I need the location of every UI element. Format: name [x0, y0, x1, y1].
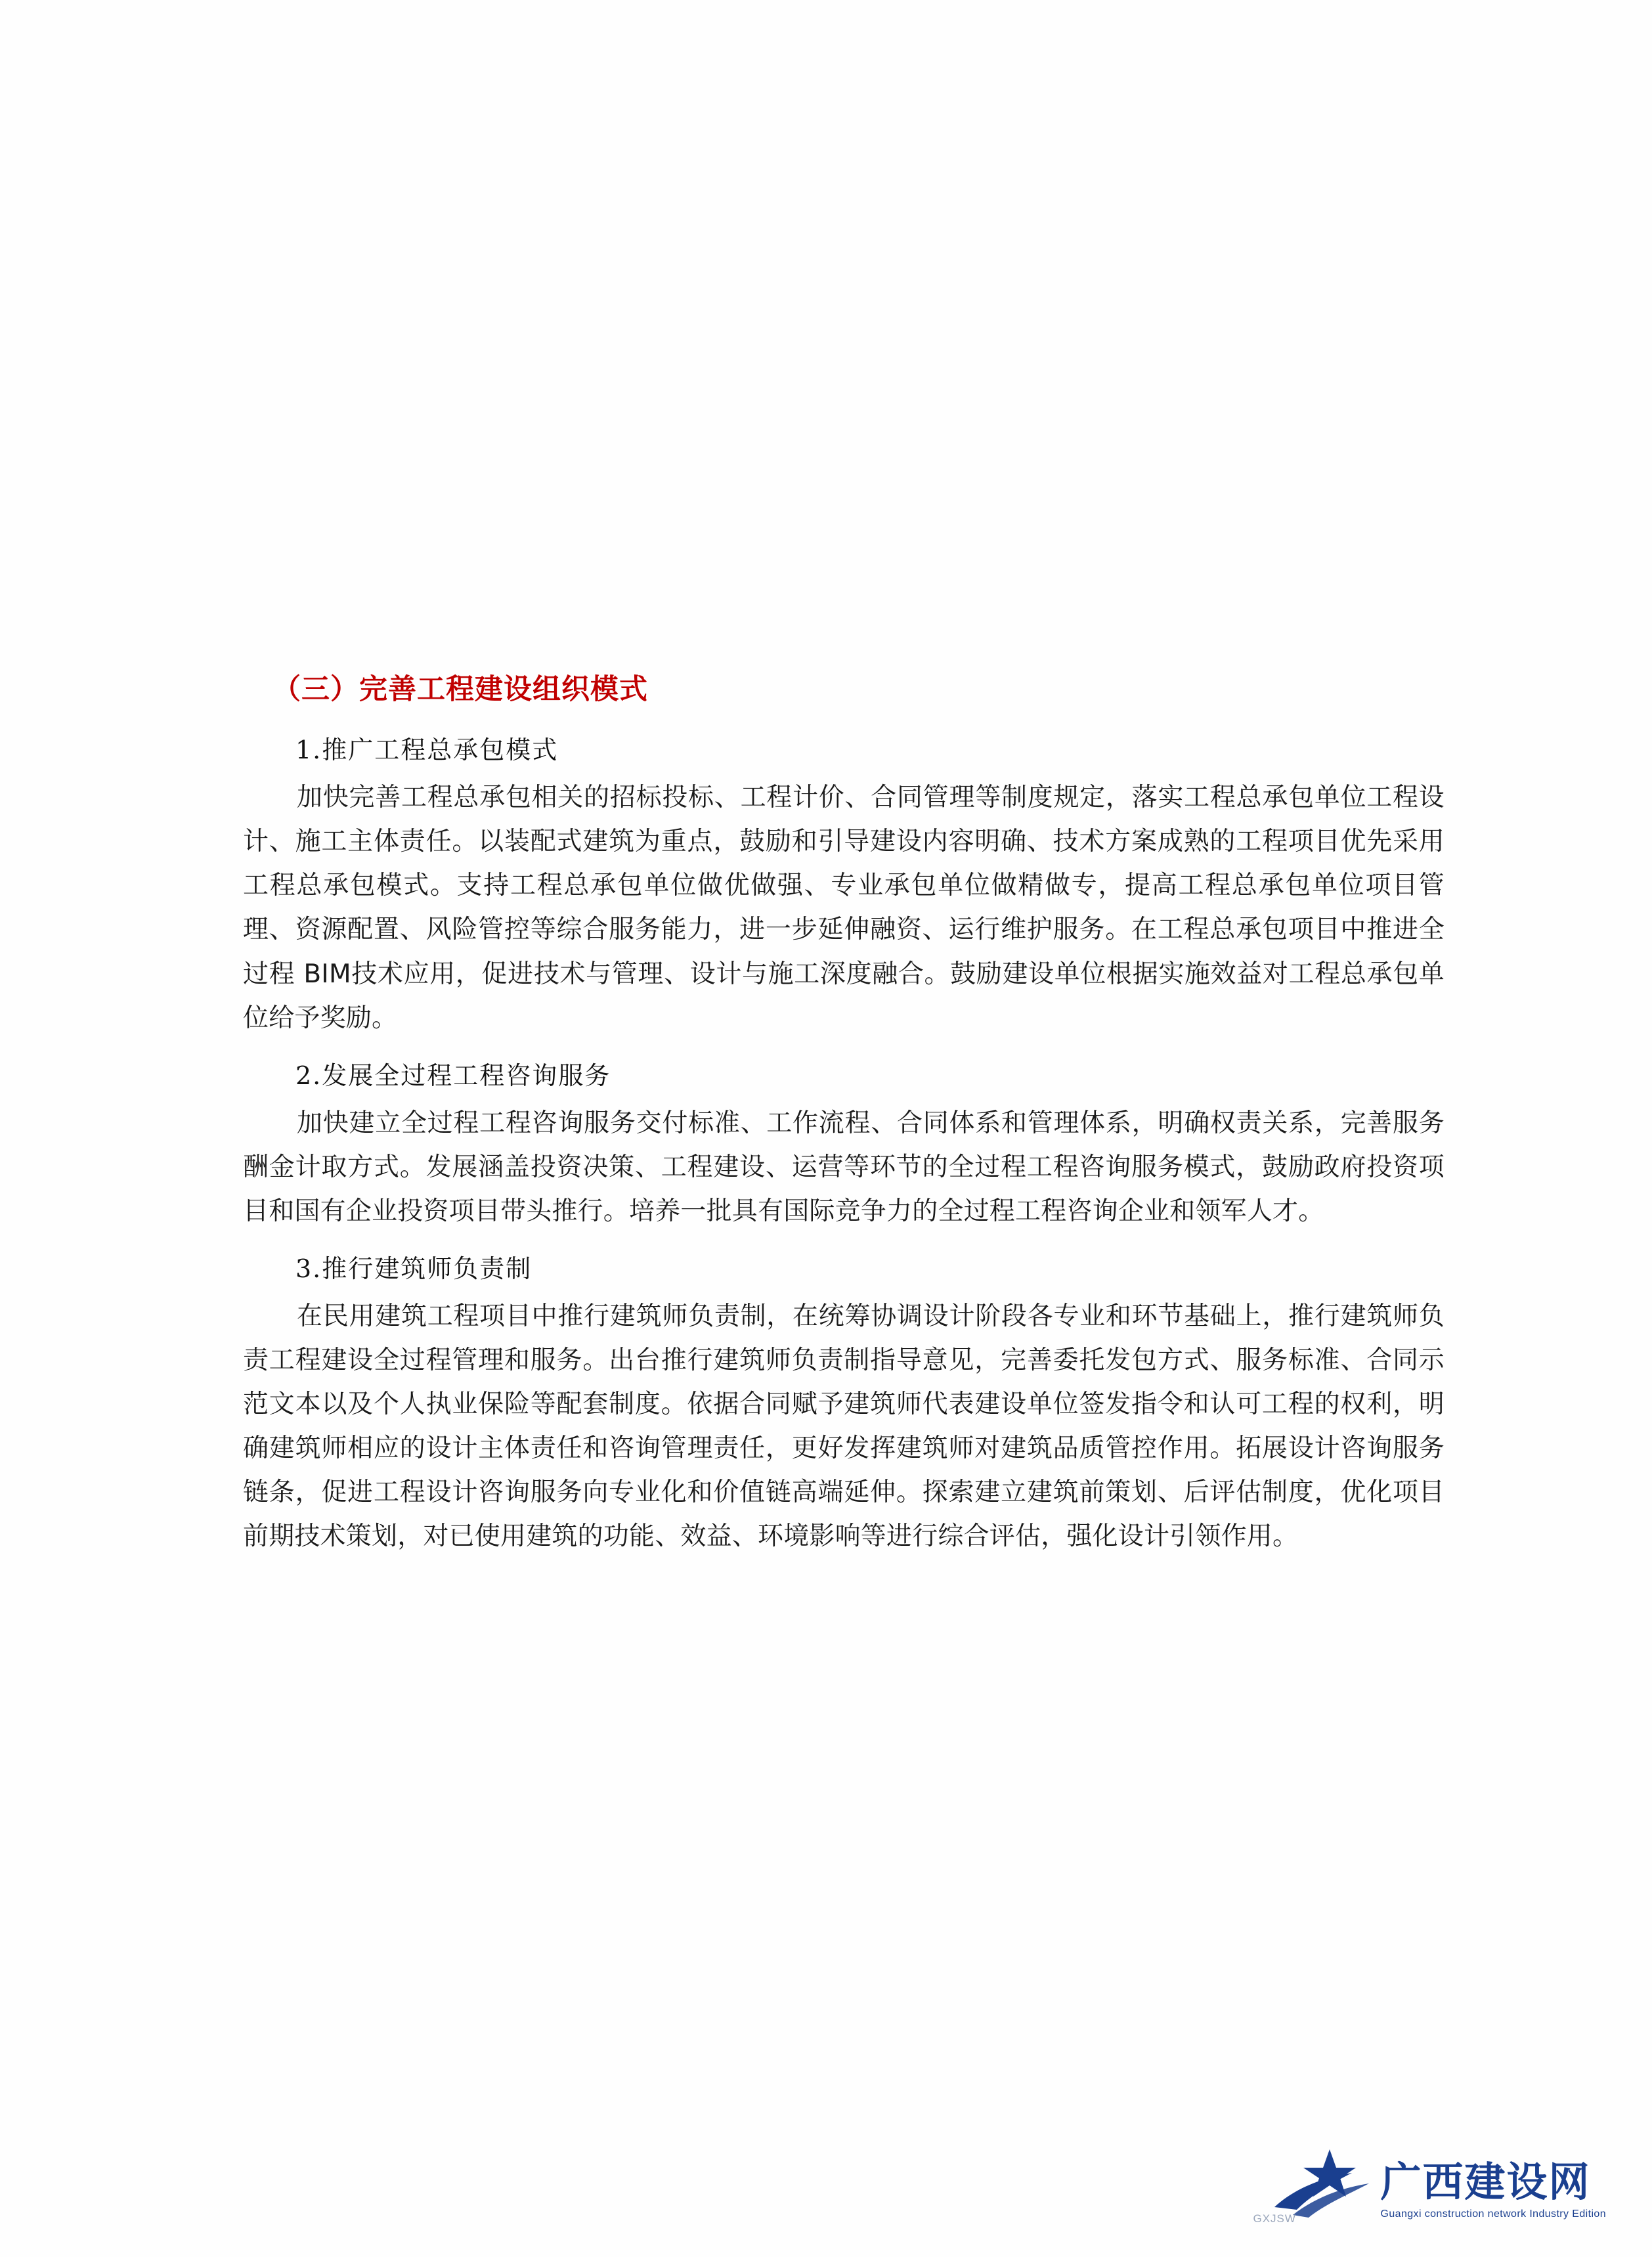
watermark — [1253, 2144, 1607, 2225]
document-body — [243, 670, 1445, 1564]
paragraph-2-1: 加快建立全过程工程咨询服务交付标准、工作流程、合同体系和管理体系，明确权责关系，完善服务酬金计取方式。发展涵盖投资决策、工程建设、运营等环节的全过程工程咨询服务模式，鼓励政府投资项目和国有企业投资项目带头推行。培养一批具有国际竞争力的全过程工程咨询企业和领军人才。 — [243, 1108, 1445, 1226]
watermark-text — [1380, 2157, 1607, 2223]
section-heading: （三）完善工程建设组织模式 — [272, 673, 648, 706]
watermark-mark: GXJSW — [1253, 2212, 1296, 2225]
star-swoosh-logo-icon — [1253, 2144, 1372, 2225]
subsection-title-1: 1.推广工程总承包模式 — [295, 735, 559, 765]
subsection-title-2: 2.发展全过程工程咨询服务 — [295, 1061, 611, 1090]
subsection-title-3: 3.推行建筑师负责制 — [295, 1254, 533, 1283]
paragraph-3-1: 在民用建筑工程项目中推行建筑师负责制，在统筹协调设计阶段各专业和环节基础上，推行建筑师负责工程建设全过程管理和服务。出台推行建筑师负责制指导意见，完善委托发包方式、服务标准、合同示范文本以及个人执业保险等配套制度。依据合同赋予建筑师代表建设单位签发指令和认可工程的权利，明确建筑师相应的设计主体责任和咨询管理责任，更好发挥建筑师对建筑品质管控作用。拓展设计咨询服务链条，促进工程设计咨询服务向专业化和价值链高端延伸。探索建立建筑前策划、后评估制度，优化项目前期技术策划，对已使用建筑的功能、效益、环境影响等进行综合评估，强化设计引领作用。 — [243, 1301, 1445, 1552]
paragraph-1-1: 加快完善工程总承包相关的招标投标、工程计价、合同管理等制度规定，落实工程总承包单位工程设计、施工主体责任。以装配式建筑为重点，鼓励和引导建设内容明确、技术方案成熟的工程项目优先采用工程总承包模式。支持工程总承包单位做优做强、专业承包单位做精做专，提高工程总承包单位项目管理、资源配置、风险管控等综合服务能力，进一步延伸融资、运行维护服务。在工程总承包项目中推进全过程 BIM技术应用，促进技术与管理、设计与施工深度融合。鼓励建设单位根据实施效益对工程总承包单位给予奖励。 — [243, 783, 1445, 1033]
watermark-subtitle: Guangxi construction network Industry Edition — [1380, 2208, 1606, 2220]
watermark-title: 广西建设网 — [1380, 2157, 1591, 2206]
